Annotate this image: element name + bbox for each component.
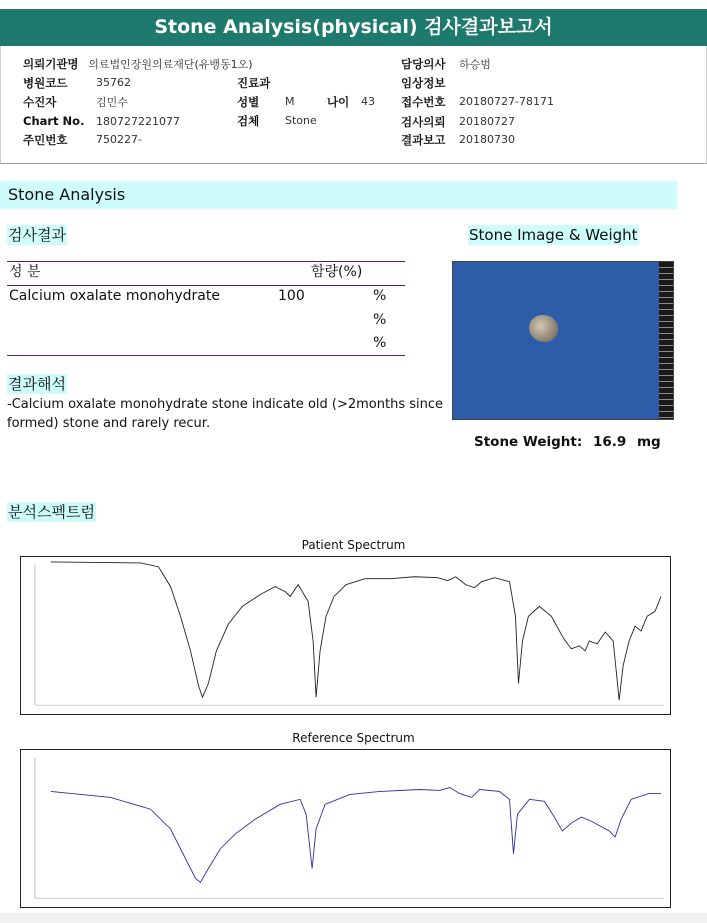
collector-label-wrap <box>23 94 56 110</box>
clinical-info-label-wrap <box>401 75 445 91</box>
sex-value-wrap <box>285 94 295 108</box>
specimen-label: 검체 <box>237 114 260 128</box>
table-top-rule <box>7 261 405 262</box>
clinical-info-label: 임상정보 <box>401 76 446 90</box>
receipt-no-value-wrap <box>459 94 554 108</box>
specimen-value: Stone <box>285 114 317 127</box>
age-value: 43 <box>361 95 375 108</box>
chart-no-label: Chart No. <box>23 114 85 128</box>
report-label-wrap <box>401 132 445 148</box>
stone-specimen-image <box>529 315 558 342</box>
age-label: 나이 <box>327 95 350 109</box>
component-column-header: 성 분 <box>9 264 41 280</box>
resident-no-label: 주민번호 <box>23 133 68 147</box>
content-value-cell: 100 <box>278 288 305 304</box>
unit-cell: % <box>373 312 387 328</box>
reference-spectrum-plot <box>20 749 671 908</box>
spectrum-heading: 분석스펙트럼 <box>8 503 95 521</box>
page-footer-strip <box>0 913 707 923</box>
institution-row <box>23 56 253 72</box>
request-label: 검사의뢰 <box>401 115 446 129</box>
doctor-label-wrap <box>401 56 445 72</box>
hospital-code-label: 병원코드 <box>23 76 68 90</box>
result-heading: 검사결과 <box>8 226 66 244</box>
reference-spectrum-svg <box>21 750 670 907</box>
collector-value-wrap <box>96 94 128 110</box>
collector-label: 수진자 <box>23 95 57 109</box>
table-header-rule <box>7 285 405 286</box>
report-value-wrap <box>459 132 515 146</box>
specimen-value-wrap <box>285 113 317 127</box>
sex-label: 성별 <box>237 95 260 109</box>
doctor-value-wrap <box>459 56 491 72</box>
patient-spectrum-svg <box>21 557 670 714</box>
table-bottom-rule <box>7 355 405 356</box>
stone-weight-unit: mg <box>636 434 661 450</box>
stone-analysis-heading: Stone Analysis <box>0 181 677 209</box>
resident-no-label-wrap <box>23 132 67 148</box>
institution-label: 의뢰기관명 <box>23 57 79 71</box>
age-label-wrap <box>327 94 349 110</box>
request-value-wrap <box>459 114 515 128</box>
department-label-wrap <box>237 75 270 91</box>
collector-value: 김민수 <box>96 96 128 109</box>
component-cell: Calcium oxalate monohydrate <box>9 288 220 304</box>
resident-no-value: 750227- <box>96 133 142 146</box>
receipt-no-label-wrap <box>401 94 445 110</box>
stone-weight <box>474 434 667 450</box>
sex-label-wrap <box>237 94 259 110</box>
patient-spectrum-line <box>51 562 661 700</box>
hospital-code-label-wrap <box>23 75 67 91</box>
hospital-code-value: 35762 <box>96 76 131 89</box>
hospital-code-value-wrap <box>96 75 131 89</box>
content-column-header: 함량(%) <box>311 264 363 280</box>
doctor-label: 담당의사 <box>401 57 446 71</box>
reference-spectrum-title: Reference Spectrum <box>292 731 415 745</box>
report-title: Stone Analysis(physical) 검사결과보고서 <box>0 9 707 46</box>
receipt-no-label: 접수번호 <box>401 95 446 109</box>
unit-cell: % <box>373 335 387 351</box>
patient-spectrum-plot <box>20 556 671 715</box>
request-value: 20180727 <box>459 115 515 128</box>
chart-no-value-wrap <box>96 114 180 128</box>
stone-weight-value: 16.9 <box>592 434 627 450</box>
age-value-wrap <box>361 94 375 108</box>
ruler-scale <box>659 262 673 420</box>
department-label: 진료과 <box>237 76 271 90</box>
stone-weight-label: Stone Weight: <box>474 434 583 450</box>
receipt-no-value: 20180727-78171 <box>459 95 554 108</box>
resident-no-value-wrap <box>96 132 142 146</box>
chart-no-label-wrap <box>23 114 84 128</box>
sex-value: M <box>285 95 295 108</box>
institution-value: 의료법인장원의료재단(유뱅동1오) <box>88 58 253 71</box>
interpretation-heading: 결과해석 <box>8 375 66 393</box>
specimen-label-wrap <box>237 113 259 129</box>
patient-spectrum-title: Patient Spectrum <box>301 538 406 552</box>
image-weight-heading: Stone Image & Weight <box>469 226 638 244</box>
doctor-value: 하승범 <box>459 58 491 71</box>
stone-photo <box>452 261 674 420</box>
chart-no-value: 180727221077 <box>96 115 180 128</box>
interpretation-text: -Calcium oxalate monohydrate stone indicate old (>2months since formed) stone and rarely recur. <box>7 397 443 431</box>
reference-spectrum-line <box>51 788 661 883</box>
report-value: 20180730 <box>459 133 515 146</box>
unit-cell: % <box>373 288 387 304</box>
request-label-wrap <box>401 114 445 130</box>
report-label: 결과보고 <box>401 133 446 147</box>
